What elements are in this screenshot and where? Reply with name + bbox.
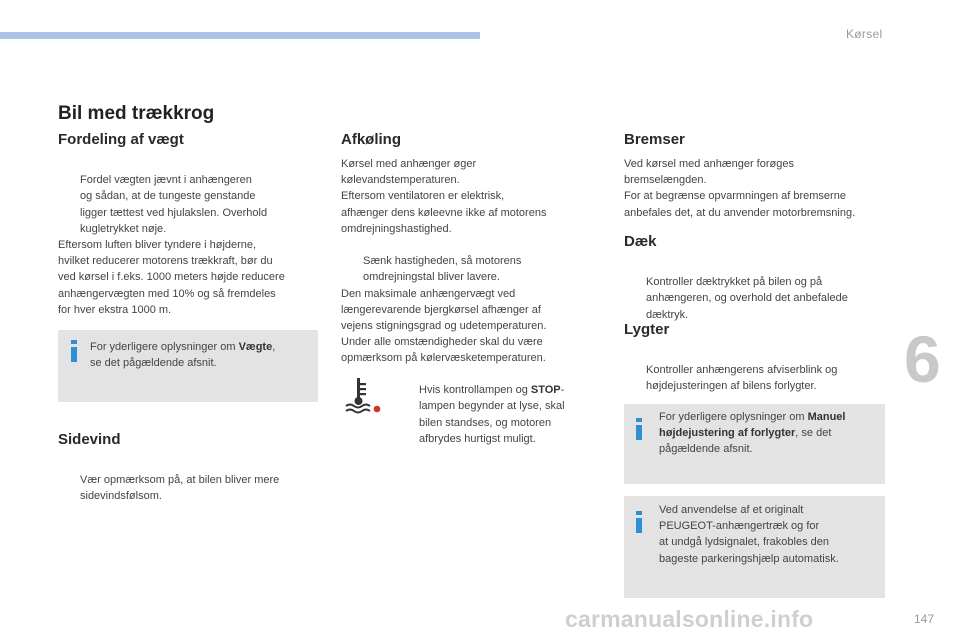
cooling-warning xyxy=(397,366,597,447)
tyres-bullet-text: Kontroller dæktrykket på bilen og på anhængeren, og overhold det anbefalede dæktryk. xyxy=(646,276,848,321)
lights-info-bold-2: højdejustering af forlygter xyxy=(659,427,796,440)
info-icon xyxy=(636,511,642,533)
weight-info-prefix: For yderligere oplysninger om xyxy=(90,341,239,353)
weight-section xyxy=(58,130,320,318)
crosswind-bullet-text: Vær opmærksom på, at bilen bliver mere sidevindsfølsom. xyxy=(80,474,280,503)
cooling-body-2: Den maksimale anhængervægt ved længerevarende bjergkørsel afhænger af vejens stigningsgrad og udetemperaturen. Under alle omstændigheder skal du være opmærksom på kølervæsketemperaturen. xyxy=(341,287,547,365)
cooling-warning-suffix: - lampen begynder at lyse, skal bilen standses, og motoren afbrydes hurtigst muligt. xyxy=(419,384,565,445)
cooling-body-1: Kørsel med anhænger øger kølevandstemperaturen. Eftersom ventilatoren er elektrisk, afhænger dens køleevne ikke af motorens omdrejningshastighed. xyxy=(341,158,547,235)
tyres-section xyxy=(624,232,894,323)
brakes-section xyxy=(624,130,894,221)
cooling-heading: Afkøling xyxy=(341,131,401,148)
lights-bullet xyxy=(624,346,894,395)
cooling-warning-prefix: Hvis kontrollampen og xyxy=(419,384,531,397)
cooling-bullet-text: Sænk hastigheden, så motorens omdrejningstal bliver lavere. xyxy=(363,255,522,284)
header-accent-bar xyxy=(0,32,480,39)
tyres-heading: Dæk xyxy=(624,233,657,250)
cooling-section xyxy=(341,130,606,367)
lights-heading: Lygter xyxy=(624,321,670,338)
chapter-number: 6 xyxy=(904,322,941,396)
tyres-bullet xyxy=(624,258,894,323)
lights-info-text xyxy=(659,409,879,458)
lights-bullet-text: Kontroller anhængerens afviserblink og højdejusteringen af bilens forlygter. xyxy=(646,364,838,393)
weight-info-bold: Vægte xyxy=(238,341,273,353)
weight-info-text xyxy=(90,339,310,371)
weight-body: Eftersom luften bliver tyndere i højderne, hvilket reducerer motorens trækkraft, bør du ved kørsel i f.eks. 1000 meters højde reducere anhængervægten med 10% og så fremdeles for hver ekstra 1000 m. xyxy=(58,239,285,316)
watermark: carmanualsonline.info xyxy=(565,606,814,632)
crosswind-heading: Sidevind xyxy=(58,431,121,448)
info-icon xyxy=(636,418,642,440)
lights-info-bold-1: Manuel xyxy=(807,411,846,423)
lights-section xyxy=(624,320,894,395)
brakes-body: Ved kørsel med anhænger forøges bremselængden. For at begrænse opvarmningen af bremserne anbefales det, at du anvender motorbremsning. xyxy=(624,158,856,219)
page-number: 147 xyxy=(914,612,935,626)
weight-bullet xyxy=(58,156,320,237)
cooling-warning-bold: STOP xyxy=(530,384,561,397)
crosswind-bullet xyxy=(58,456,320,505)
section-label: Kørsel xyxy=(846,27,883,41)
coolant-temperature-warning-icon xyxy=(344,376,384,416)
weight-heading: Fordeling af vægt xyxy=(58,131,184,148)
lights-info-prefix: For yderligere oplysninger om xyxy=(659,411,808,423)
brakes-heading: Bremser xyxy=(624,131,685,148)
info-icon xyxy=(71,340,77,362)
lights-info-suffix: , se det pågældende afsnit. xyxy=(659,427,832,456)
weight-info-suffix: , se det pågældende afsnit. xyxy=(90,341,276,370)
towbar-info-text: Ved anvendelse af et originalt PEUGEOT-anhængertræk og for at undgå lydsignalet, frakobles den bageste parkeringshjælp automatisk. xyxy=(659,504,839,565)
weight-bullet-text: Fordel vægten jævnt i anhængeren og sådan, at de tungeste genstande ligger tættest ved hjulakslen. Overhold kugletrykket nøje. xyxy=(80,174,268,235)
crosswind-section xyxy=(58,430,320,505)
page-title: Bil med trækkrog xyxy=(58,103,215,124)
cooling-bullet xyxy=(341,237,606,286)
